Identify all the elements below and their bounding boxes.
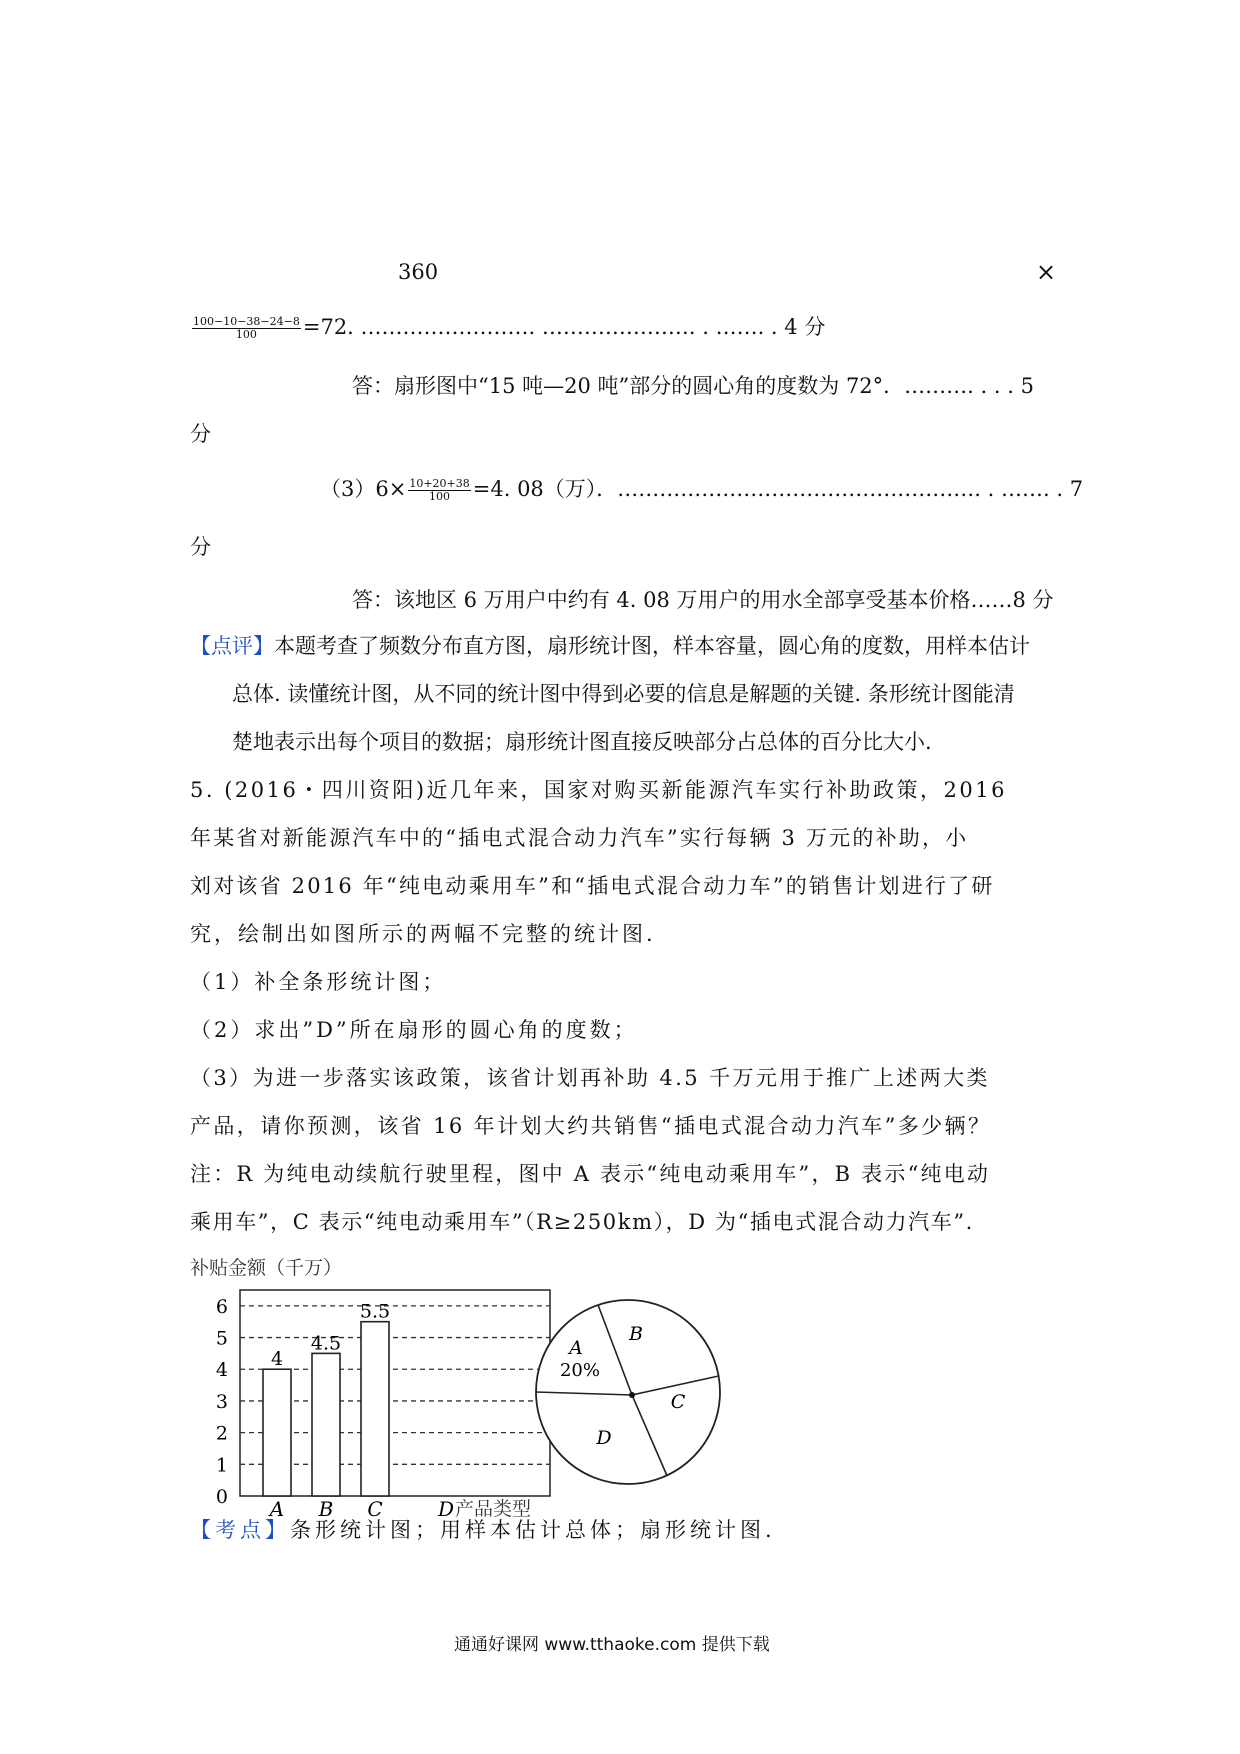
answer-1-wrap: 分: [190, 422, 211, 446]
review-line-2: 总体. 读懂统计图，从不同的统计图中得到必要的信息是解题的关键. 条形统计图能清: [232, 682, 1015, 706]
bar-y-tick-label: 0: [215, 1486, 228, 1508]
bar-y-tick-label: 6: [215, 1295, 228, 1318]
note-line-2: 乘用车”，C 表示“纯电动乘用车”（R≥250km），D 为“插电式混合动力汽车”.: [190, 1210, 974, 1234]
pie-slice-label-C: C: [670, 1391, 686, 1413]
bar-y-tick-label: 2: [215, 1422, 228, 1445]
review-tag: 【点评】: [190, 634, 274, 658]
problem-5-line-2: 年某省对新能源汽车中的“插电式混合动力汽车”实行每辆 3 万元的补助，小: [190, 826, 969, 850]
pie-center: [629, 1392, 635, 1398]
fraction-2-denominator: 100: [429, 490, 451, 504]
stray-number: 360: [398, 260, 439, 284]
kaodian-line: [190, 1520, 776, 1541]
footer-text: 通通好课网 www.tthaoke.com 提供下载: [454, 1635, 770, 1655]
bar-y-tick-label: 4: [215, 1359, 228, 1382]
calc-line-1-dots: ……………………. …………………. . ……. . 4 分: [353, 315, 826, 340]
times-symbol: ×: [1036, 258, 1057, 286]
bar-category-label: C: [367, 1497, 383, 1520]
review-text-1: 本题考查了频数分布直方图，扇形统计图，样本容量，圆心角的度数，用样本估计: [274, 634, 1030, 658]
bar-value-label: 5.5: [359, 1300, 391, 1323]
fraction-1-denominator: 100: [235, 328, 257, 342]
question-3-line-2: 产品，请你预测，该省 16 年计划大约共销售“插电式混合动力汽车”多少辆？: [190, 1114, 992, 1138]
bar-y-tick-label: 3: [215, 1390, 228, 1413]
kaodian-tag: 【考点】: [190, 1518, 290, 1542]
fraction-1-numerator: 100−10−38−24−8: [193, 315, 300, 328]
fraction-2-numerator: 10+20+38: [409, 477, 470, 490]
bar-value-label: 4: [270, 1348, 284, 1371]
bar-y-tick-label: 1: [215, 1454, 228, 1477]
problem-5-line-4: 究，绘制出如图所示的两幅不完整的统计图.: [190, 922, 656, 946]
bar-category-label: A: [269, 1497, 285, 1520]
question-3-line-1: （3）为进一步落实该政策，该省计划再补助 4.5 千万元用于推广上述两大类: [190, 1066, 990, 1090]
pie-slice-label-D: D: [596, 1427, 612, 1449]
bar-chart-ylabel: 补贴金额（千万）: [190, 1257, 343, 1279]
pie-chart: [528, 1292, 728, 1492]
bar-category-label: D: [437, 1497, 455, 1520]
review-line-3: 楚地表示出每个项目的数据；扇形统计图直接反映部分占总体的百分比大小.: [232, 730, 932, 754]
bar-chart: [200, 1280, 560, 1520]
bar-chart-xlabel: 产品类型: [455, 1498, 532, 1520]
bar-value-label: 4.5: [310, 1332, 342, 1355]
question-2: （2）求出”D”所在扇形的圆心角的度数；: [190, 1018, 638, 1042]
calc-line-1-result: =72.: [302, 315, 354, 340]
fraction-2: [408, 478, 470, 503]
note-line-1: 注：R 为纯电动续航行驶里程，图中 A 表示“纯电动乘用车”，B 表示“纯电动: [190, 1162, 991, 1186]
bar-C: [361, 1322, 389, 1496]
calc-line-3-prefix: （3）6×: [320, 477, 407, 502]
pie-slice-label-B: B: [629, 1323, 643, 1345]
answer-1: 答：扇形图中“15 吨—20 吨”部分的圆心角的度数为 72°．………. . . . 5: [352, 374, 1034, 398]
problem-5-line-1: 5. (2016・四川资阳)近几年来，国家对购买新能源汽车实行补助政策，2016: [190, 778, 1007, 802]
fraction-1: [192, 316, 301, 341]
calc-line-3-wrap: 分: [190, 535, 211, 559]
pie-outline: [536, 1300, 720, 1484]
bar-B: [312, 1353, 340, 1496]
pie-slice-percent-A: 20%: [559, 1360, 601, 1381]
calc-line-3-result: =4. 08（万）．……………………………………………. . ……. . 7: [472, 477, 1084, 502]
bar-A: [263, 1369, 291, 1496]
kaodian-text: 条形统计图；用样本估计总体；扇形统计图.: [290, 1518, 776, 1542]
pie-slice-label-A: A: [569, 1337, 583, 1359]
review-line-1: [190, 636, 1030, 657]
bar-category-label: B: [318, 1497, 334, 1520]
calc-line-1: [190, 316, 825, 341]
calc-line-3: [320, 478, 1083, 503]
bar-y-tick-label: 5: [215, 1327, 228, 1350]
problem-5-line-3: 刘对该省 2016 年“纯电动乘用车”和“插电式混合动力车”的销售计划进行了研: [190, 874, 995, 898]
answer-2: 答：该地区 6 万用户中约有 4. 08 万用户的用水全部享受基本价格……8 分: [352, 588, 1054, 612]
question-1: （1）补全条形统计图；: [190, 970, 447, 994]
